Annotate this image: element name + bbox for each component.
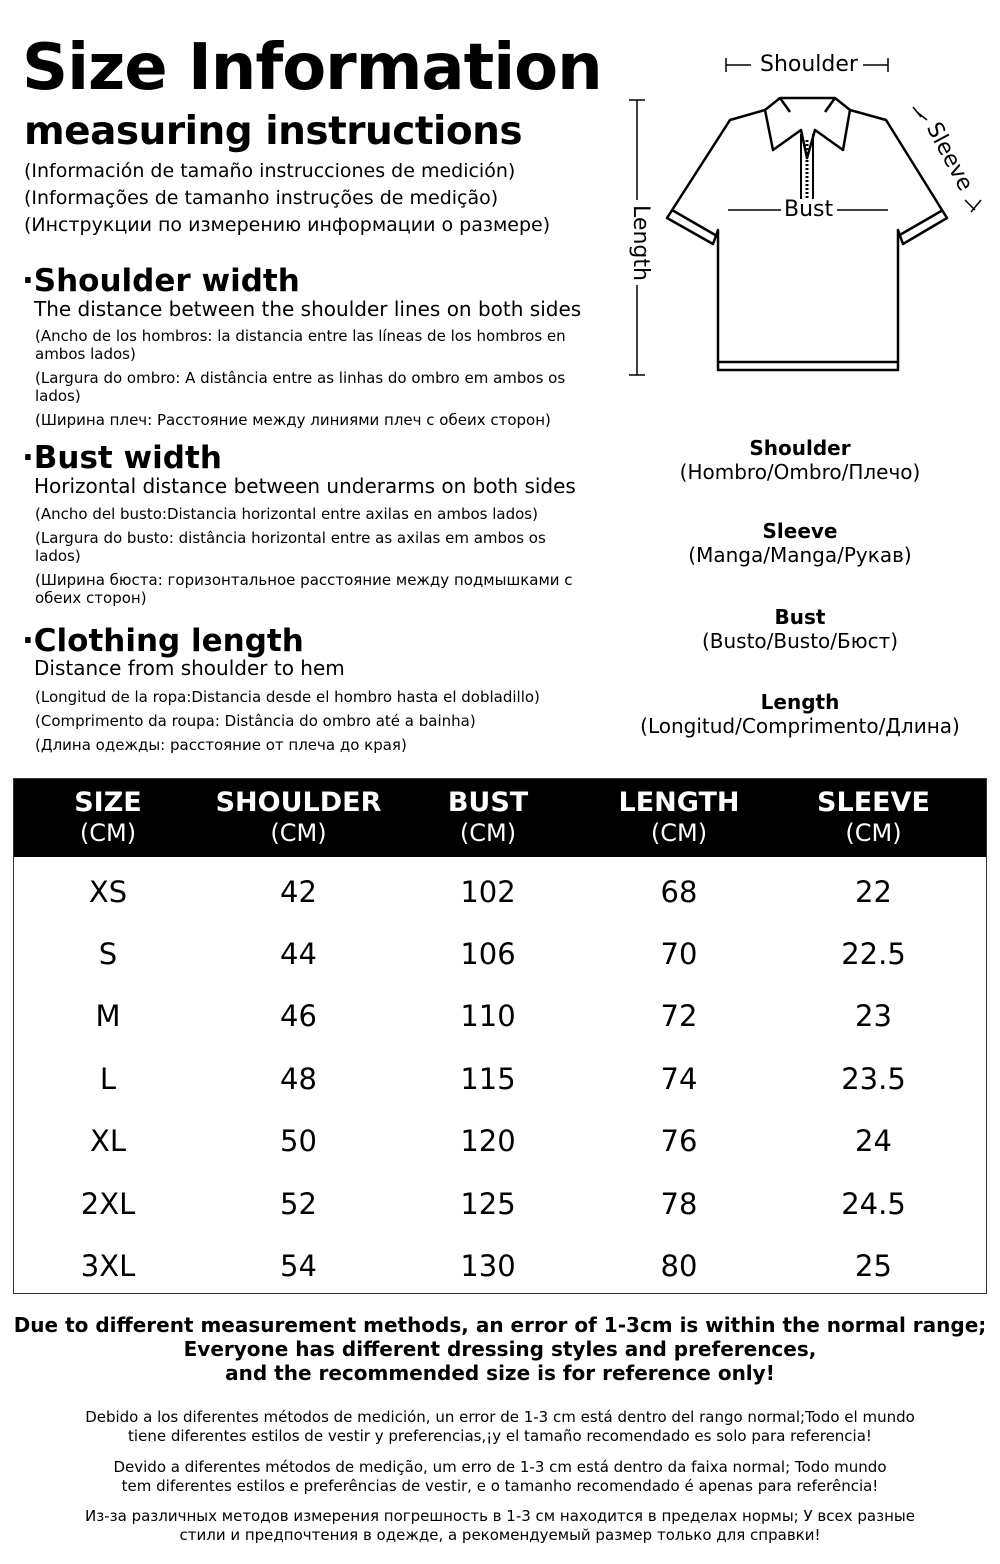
header-size: SIZE (CM): [74, 787, 142, 847]
clothing-length-notes: [35, 688, 575, 760]
bust-width-heading: ·Bust width: [22, 440, 222, 476]
cell-shoulder: 42: [280, 874, 317, 909]
bullet: ·: [22, 623, 34, 659]
table-row: [14, 1173, 986, 1235]
shirt-diagram: [615, 50, 995, 390]
notice-line: Everyone has different dressing styles and preferences,: [183, 1337, 817, 1361]
cell-shoulder: 44: [280, 937, 317, 972]
size-table: [13, 778, 987, 1294]
notice-line: and the recommended size is for reference only!: [225, 1361, 775, 1385]
cell-size: XL: [89, 1124, 127, 1159]
fine-print-es: Debido a los diferentes métodos de medición, un error de 1-3 cm está dentro del rango normal;Todo el mundo tiene diferentes estilos de vestir y preferencias,¡y el tamaño recomendado es solo para referencia!: [85, 1408, 915, 1445]
diagram-length-label: Length: [629, 202, 651, 284]
cell-sleeve: 24.5: [841, 1186, 906, 1221]
legend-bust: Bust (Busto/Busto/Бюст): [701, 605, 899, 653]
clothing-length-description: Distance from shoulder to hem: [34, 656, 345, 680]
legend-sleeve: Sleeve (Manga/Manga/Рукав): [688, 519, 912, 567]
legend-length: Length (Longitud/Comprimento/Длина): [640, 690, 960, 738]
table-row: [14, 1235, 986, 1297]
cell-length: 78: [660, 1186, 698, 1221]
diagram-sleeve-label: Sleeve: [920, 117, 977, 198]
cell-sleeve: 22.5: [841, 937, 906, 972]
table-row: [14, 923, 986, 985]
bullet: ·: [22, 440, 34, 476]
cell-size: S: [98, 937, 118, 972]
table-body: [14, 857, 986, 1298]
cell-size: 2XL: [80, 1186, 136, 1221]
notice-line: Due to different measurement methods, an error of 1-3cm is within the normal range;: [13, 1313, 987, 1337]
header-bust: BUST (CM): [447, 787, 529, 847]
cell-size: XS: [88, 874, 128, 909]
note-ru: (Ширина бюста: горизонтальное расстояние между подмышками с обеих сторон): [35, 571, 573, 607]
measurement-notice: [0, 1313, 1000, 1385]
cell-size: 3XL: [80, 1249, 136, 1284]
note-ru: (Длина одежды: расстояние от плеча до края): [35, 736, 407, 754]
diagram-shoulder-label: Shoulder: [757, 54, 861, 76]
cell-bust: 115: [460, 1061, 516, 1096]
cell-bust: 130: [460, 1249, 516, 1284]
note-pt: (Largura do ombro: A distância entre as linhas do ombro em ambos os lados): [35, 369, 566, 405]
note-pt: (Comprimento da roupa: Distância do ombro até a bainha): [35, 712, 476, 730]
bust-width-description: Horizontal distance between underarms on both sides: [34, 474, 576, 498]
table-row: [14, 986, 986, 1048]
table-row: [14, 1111, 986, 1173]
note-es: (Ancho del busto:Distancia horizontal entre axilas en ambos lados): [35, 505, 538, 523]
cell-length: 72: [660, 999, 698, 1034]
shoulder-width-description: The distance between the shoulder lines on both sides: [34, 297, 582, 321]
shoulder-width-heading: ·Shoulder width: [22, 263, 300, 299]
header-sleeve: SLEEVE (CM): [817, 787, 930, 847]
cell-bust: 110: [460, 999, 516, 1034]
clothing-length-heading: ·Clothing length: [22, 623, 304, 659]
table-header: [14, 779, 986, 857]
header-shoulder: SHOULDER (CM): [215, 787, 382, 847]
translation-ru: (Инструкции по измерению информации о размере): [24, 214, 551, 236]
page-title: Size Information: [22, 31, 602, 105]
table-row: [14, 861, 986, 923]
shoulder-width-notes: [35, 327, 575, 435]
cell-sleeve: 24: [855, 1124, 892, 1159]
page-subtitle: measuring instructions: [24, 109, 523, 154]
cell-shoulder: 48: [280, 1061, 317, 1096]
cell-sleeve: 23.5: [841, 1061, 906, 1096]
cell-length: 80: [660, 1249, 698, 1284]
cell-bust: 106: [460, 937, 516, 972]
diagram-bust-label: Bust: [781, 199, 836, 221]
bust-width-notes: [35, 505, 575, 613]
note-es: (Longitud de la ropa:Distancia desde el hombro hasta el dobladillo): [35, 688, 540, 706]
cell-sleeve: 22: [855, 874, 892, 909]
cell-bust: 102: [460, 874, 516, 909]
title-translations: [24, 158, 550, 239]
cell-bust: 120: [460, 1124, 516, 1159]
note-ru: (Ширина плеч: Расстояние между линиями плеч с обеих сторон): [35, 411, 551, 429]
fine-print-ru: Из-за различных методов измерения погрешность в 1-3 см находится в пределах нормы; У всех разные стили и предпочтения в одежде, а рекомендуемый размер только для справки!: [85, 1507, 915, 1544]
translation-es: (Información de tamaño instrucciones de medición): [24, 160, 516, 182]
cell-length: 74: [660, 1061, 698, 1096]
cell-sleeve: 23: [855, 999, 892, 1034]
cell-size: M: [95, 999, 121, 1034]
header-length: LENGTH (CM): [618, 787, 740, 847]
cell-shoulder: 46: [280, 999, 317, 1034]
cell-size: L: [99, 1061, 117, 1096]
cell-sleeve: 25: [855, 1249, 892, 1284]
cell-length: 70: [660, 937, 698, 972]
cell-bust: 125: [460, 1186, 516, 1221]
legend-shoulder: Shoulder (Hombro/Ombro/Плечо): [679, 436, 921, 484]
cell-shoulder: 52: [280, 1186, 317, 1221]
translation-pt: (Informações de tamanho instruções de medição): [24, 187, 499, 209]
fine-print-pt: Devido a diferentes métodos de medição, um erro de 1-3 cm está dentro da faixa normal; Todo mundo tem diferentes estilos e preferências de vestir, e o tamanho recomendado é apenas para referência!: [113, 1458, 887, 1495]
note-es: (Ancho de los hombros: la distancia entre las líneas de los hombros en ambos lados): [35, 327, 566, 363]
bullet: ·: [22, 263, 34, 299]
cell-shoulder: 50: [280, 1124, 317, 1159]
cell-length: 76: [660, 1124, 698, 1159]
note-pt: (Largura do busto: distância horizontal entre as axilas em ambos os lados): [35, 529, 546, 565]
cell-length: 68: [660, 874, 698, 909]
table-row: [14, 1048, 986, 1110]
cell-shoulder: 54: [280, 1249, 317, 1284]
